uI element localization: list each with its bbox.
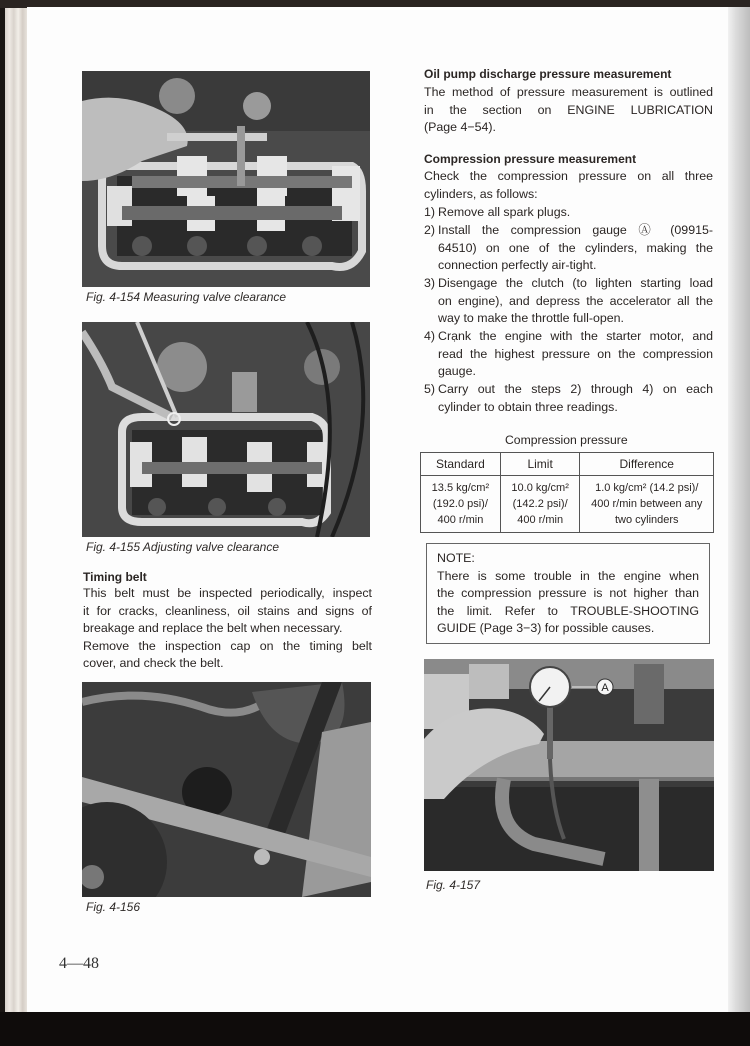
step-1	[424, 204, 713, 222]
section-heading-compression: Compression pressure measurement	[424, 152, 637, 166]
page-number: 4—48	[59, 955, 99, 972]
column-header-difference: Difference	[580, 453, 714, 476]
cell-limit	[500, 476, 580, 533]
cell-line: 13.5 kg/cm²	[431, 482, 490, 494]
section-heading-timing-belt: Timing belt	[83, 570, 147, 584]
text-line: Disengage the clutch (to lighten starting load	[438, 276, 713, 290]
photo-compression-gauge	[424, 659, 714, 871]
step-3	[424, 275, 713, 328]
text-line: 64510) on one of the cylinders, making the	[438, 240, 713, 255]
note-title: NOTE:	[437, 551, 475, 565]
note-box	[426, 543, 710, 644]
text-line: cover, and check the belt.	[83, 656, 224, 671]
page-gutter-shadow	[728, 7, 750, 1013]
section-heading-oil-pump: Oil pump discharge pressure measurement	[424, 67, 672, 81]
step-5	[424, 381, 713, 416]
step-number: 2)	[424, 223, 436, 237]
step-4	[424, 328, 713, 381]
table-row	[421, 476, 714, 533]
cell-line: two cylinders	[614, 514, 679, 526]
text-line: on engine), and depress the accelerator all the	[438, 293, 713, 308]
figure-caption: Fig. 4-155 Adjusting valve clearance	[86, 540, 279, 554]
step-number: 1)	[424, 205, 436, 219]
text-line: There is some trouble in the engine when	[437, 568, 699, 583]
text-line: cylinder to obtain three readings.	[438, 399, 618, 414]
figure-caption: Fig. 4-154 Measuring valve clearance	[86, 290, 287, 304]
step-number: 3)	[424, 276, 436, 290]
column-header-limit: Limit	[500, 453, 580, 476]
column-header-standard: Standard	[421, 453, 501, 476]
text-line: GUIDE (Page 3−3) for possible causes.	[437, 621, 655, 636]
text-line: Install the compression gauge Ⓐ (09915-	[438, 223, 713, 237]
text-line: (Page 4−54).	[424, 120, 496, 135]
scan-bottom-border	[0, 1012, 750, 1046]
text-line: This belt must be inspected periodically, inspect	[83, 586, 372, 600]
step-number: 4)	[424, 329, 436, 343]
figure-caption: Fig. 4-156	[86, 900, 141, 914]
text-line: breakage and replace the belt when necessary.	[83, 621, 343, 636]
table-title: Compression pressure	[505, 433, 628, 447]
text-line: read the highest pressure on the compression	[438, 346, 713, 361]
text-line: in the section on ENGINE LUBRICATION	[424, 102, 713, 117]
text-line: cylinders, as follows:	[424, 186, 538, 201]
text-line: the compression pressure is not higher than	[437, 586, 699, 601]
oil-pump-paragraph	[424, 84, 713, 137]
photo-timing-belt	[82, 682, 371, 897]
text-line: connection perfectly air-tight.	[438, 258, 597, 273]
callout-label-a: A	[601, 682, 609, 694]
step-number: 5)	[424, 382, 436, 396]
timing-belt-paragraph	[83, 585, 372, 673]
text-line: the limit. Refer to TROUBLE-SHOOTING	[437, 603, 699, 618]
cell-line: (142.2 psi)/	[512, 498, 568, 510]
cell-standard	[421, 476, 501, 533]
figure-caption: Fig. 4-157	[426, 878, 481, 892]
compression-pressure-table	[420, 452, 714, 533]
text-line: Remove all spark plugs.	[438, 205, 571, 219]
text-line: Check the compression pressure on all three	[424, 169, 713, 183]
book-page-edges	[5, 8, 27, 1014]
compression-intro	[424, 168, 713, 203]
text-line: gauge.	[438, 364, 476, 379]
cell-line: 10.0 kg/cm²	[511, 482, 569, 494]
text-line: Remove the inspection cap on the timing belt	[83, 638, 372, 653]
cell-line: 400 r/min	[517, 514, 564, 526]
photo-adjusting-valve-clearance	[82, 322, 370, 537]
photo-measuring-valve-clearance	[82, 71, 370, 287]
text-line: Crạnk the engine with the starter motor, and	[438, 329, 713, 343]
cell-line: (192.0 psi)/	[432, 498, 488, 510]
cell-difference	[580, 476, 714, 533]
text-line: it for cracks, cleanliness, oil stains and signs of	[83, 603, 372, 618]
cell-line: 1.0 kg/cm² (14.2 psi)/	[595, 482, 699, 494]
text-line: Carry out the steps 2) through 4) on each	[438, 382, 713, 396]
step-2	[424, 222, 713, 275]
text-line: The method of pressure measurement is outlined	[424, 85, 713, 99]
text-line: way to make the throttle full-open.	[438, 311, 624, 326]
cell-line: 400 r/min	[437, 514, 484, 526]
cell-line: 400 r/min between any	[591, 498, 703, 510]
